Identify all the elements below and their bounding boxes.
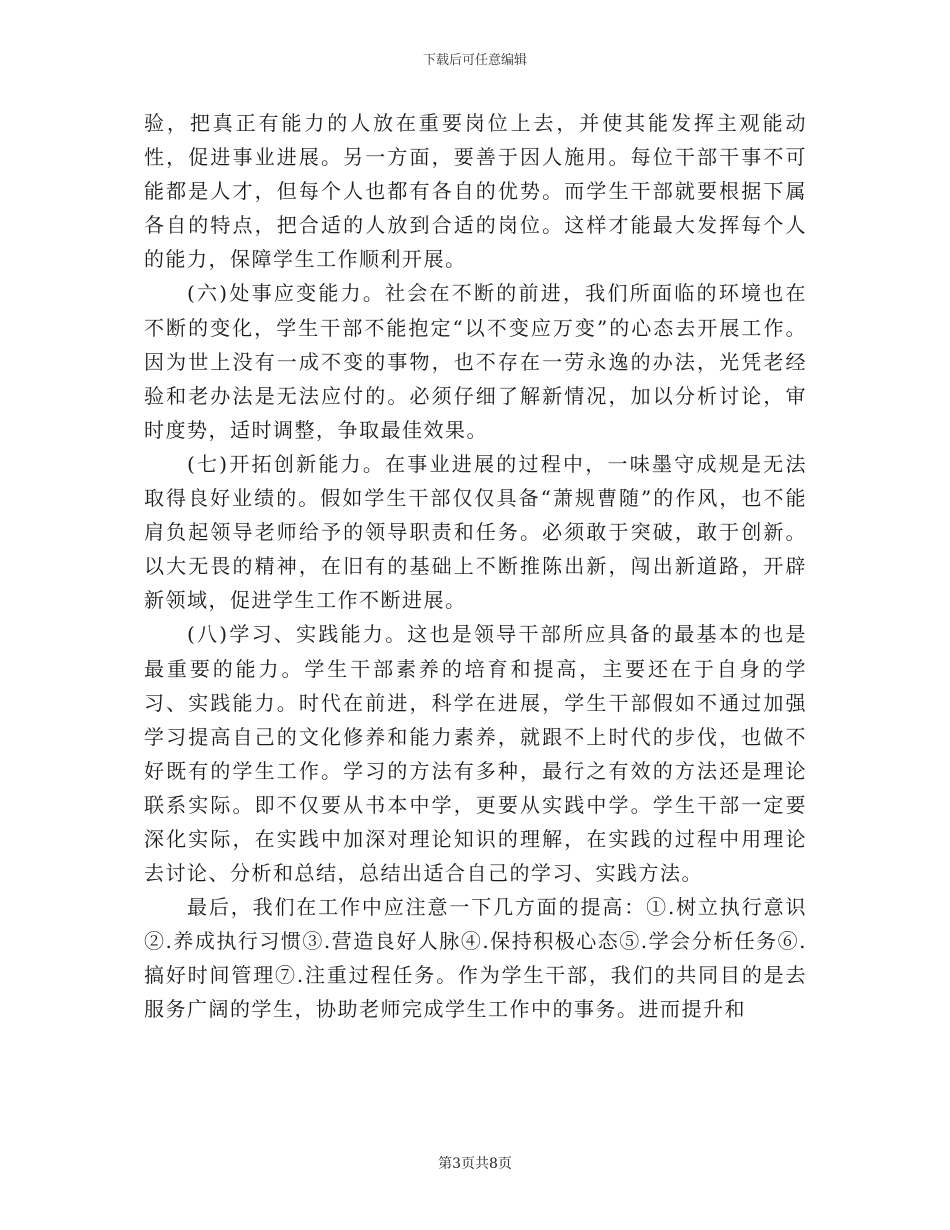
paragraph-section-8: (八)学习、实践能力。这也是领导干部所应具备的最基本的也是最重要的能力。学生干部素养的培育和提高，主要还在于自身的学习、实践能力。时代在前进，科学在进展，学生干部假如不通过加强学习提高自己的文化修养和能力素养，就跟不上时代的步伐，也做不好既有的学生工作。学习的方法有多种，最行之有效的方法还是理论联系实际。即不仅要从书本中学，更要从实践中学。学生干部一定要深化实际，在实践中加深对理论知识的理解，在实践的过程中用理论去讨论、分析和总结，总结出适合自己的学习、实践方法。 — [144, 622, 807, 886]
page-header: 下载后可任意编辑 — [422, 53, 527, 68]
page-number: 第3页共8页 — [438, 1156, 512, 1172]
paragraph-section-6: (六)处事应变能力。社会在不断的前进，我们所面临的环境也在不断的变化，学生干部不能抱定“以不变应万变”的心态去开展工作。因为世上没有一成不变的事物，也不存在一劳永逸的办法，光凭老经验和老办法是无法应付的。必须仔细了解新情况，加以分析讨论，审时度势，适时调整，争取最佳效果。 — [144, 281, 807, 442]
paragraph-section-7: (七)开拓创新能力。在事业进展的过程中，一味墨守成规是无法取得良好业绩的。假如学生干部仅仅具备“萧规曹随”的作风，也不能肩负起领导老师给予的领导职责和任务。必须敢于突破，敢于创新。以大无畏的精神，在旧有的基础上不断推陈出新，闯出新道路，开辟新领域，促进学生工作不断进展。 — [144, 451, 807, 613]
paragraph-continued: 验，把真正有能力的人放在重要岗位上去，并使其能发挥主观能动性，促进事业进展。另一方面，要善于因人施用。每位干部干事不可能都是人才，但每个人也都有各自的优势。而学生干部就要根据下属各自的特点，把合适的人放到合适的岗位。这样才能最大发挥每个人的能力，保障学生工作顺利开展。 — [144, 111, 807, 272]
document-body — [144, 106, 807, 1027]
paragraph-conclusion: 最后，我们在工作中应注意一下几方面的提高：①.树立执行意识②.养成执行习惯③.营造良好人脉④.保持积极心态⑤.学会分析任务⑥.搞好时间管理⑦.注重过程任务。作为学生干部，我们的共同目的是去服务广阔的学生，协助老师完成学生工作中的事务。进而提升和 — [144, 895, 807, 1022]
